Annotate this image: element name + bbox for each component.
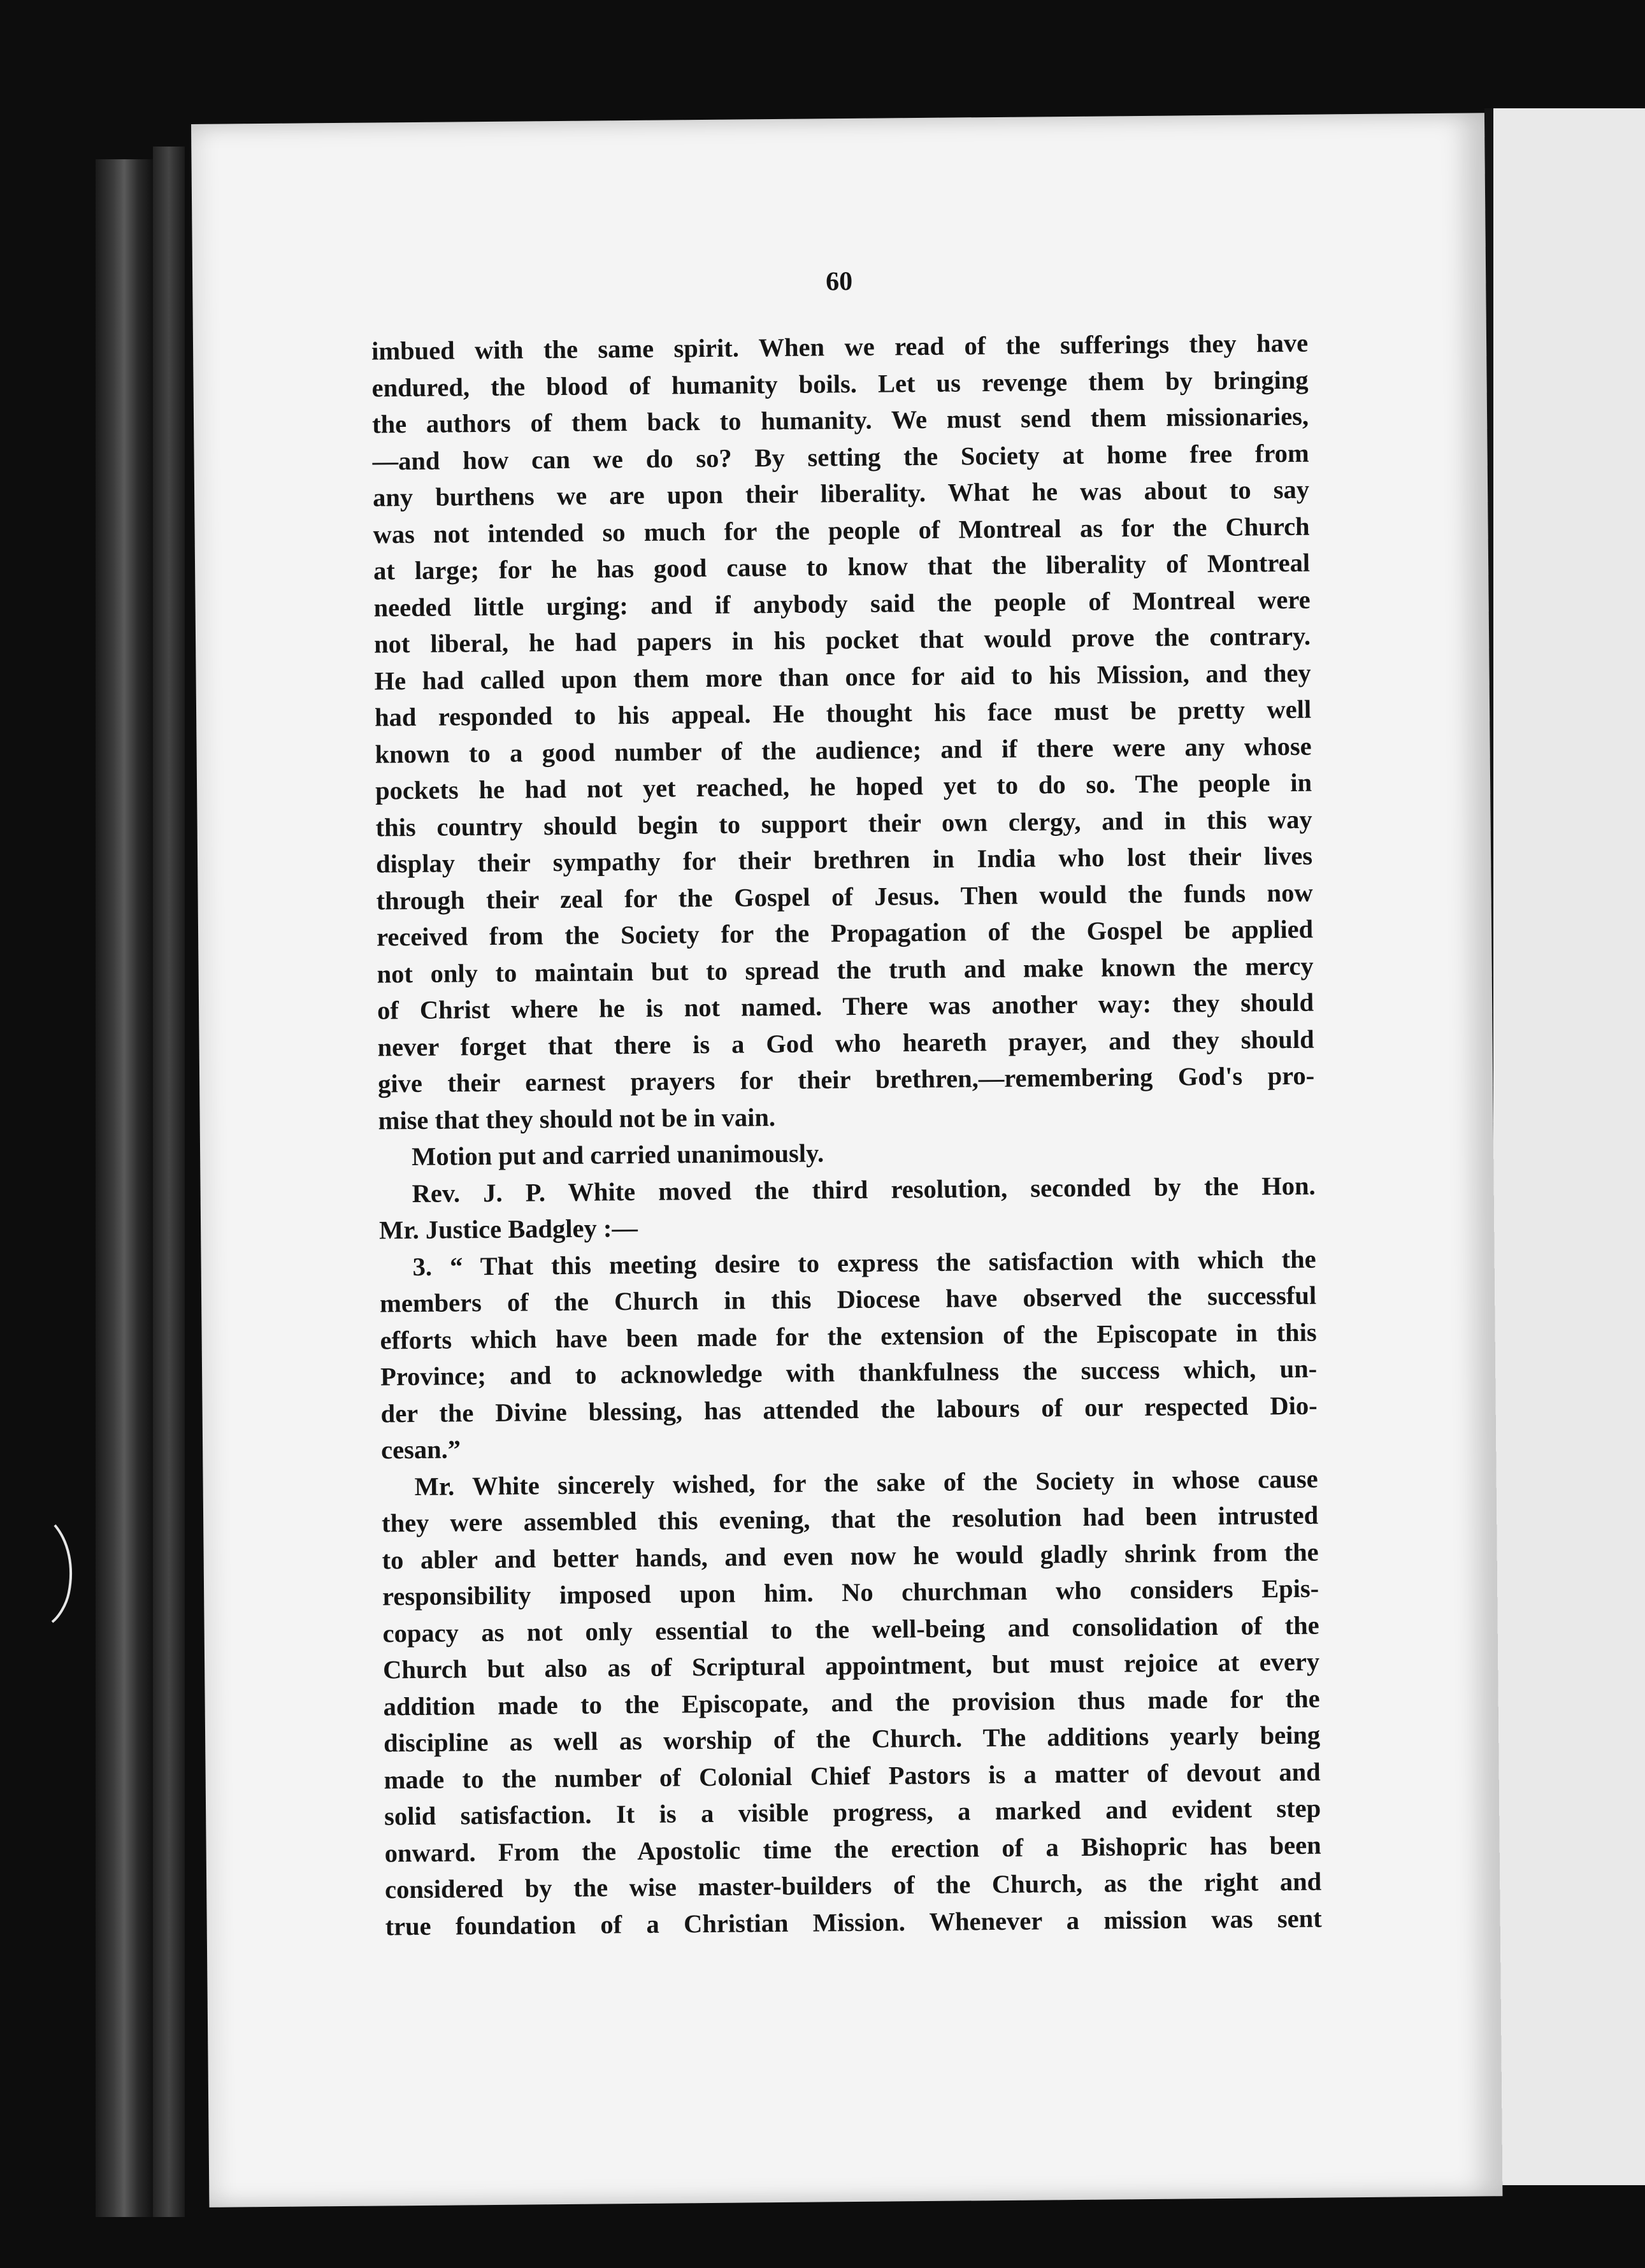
text-line: addition made to the Episcopate, and the provision thus made for the <box>383 1684 1320 1721</box>
book-page <box>191 113 1502 2207</box>
text-line: true foundation of a Christian Mission. Whenever a mission was sent <box>385 1904 1322 1941</box>
text-line: any burthens we are upon their liberality. What he was about to say <box>372 475 1310 512</box>
text-line: they were assembled this evening, that the resolution had been intrusted <box>381 1500 1319 1538</box>
page-body <box>371 325 1322 1945</box>
text-line: at large; for he has good cause to know that the liberality of Montreal <box>373 548 1311 585</box>
text-line: needed little urging: and if anybody said the people of Montreal were <box>373 585 1311 622</box>
page-number: 60 <box>825 266 853 297</box>
margin-bracket-mark <box>50 1523 75 1625</box>
book-spine-edge <box>96 159 153 2217</box>
text-line: made to the number of Colonial Chief Pastors is a matter of devout and <box>384 1757 1321 1794</box>
text-line: was not intended so much for the people of Montreal as for the Church <box>373 512 1310 549</box>
text-line: never forget that there is a God who heareth prayer, and they should <box>377 1024 1314 1062</box>
text-line: the authors of them back to humanity. We must send them missionaries, <box>371 401 1309 439</box>
text-line: give their earnest prayers for their brethren,—remembering God's pro- <box>377 1061 1315 1098</box>
text-line: responsibility imposed upon him. No churchman who considers Epis- <box>382 1574 1319 1611</box>
text-line: Church but also as of Scriptural appointment, but must rejoice at every <box>382 1647 1320 1684</box>
text-line: endured, the blood of humanity boils. Let us revenge them by bringing <box>371 365 1309 403</box>
text-line: mise that they should not be in vain. <box>378 1102 776 1135</box>
text-line: to abler and better hands, and even now he would gladly shrink from the <box>382 1537 1319 1574</box>
text-line: Mr. Justice Badgley :— <box>378 1213 638 1245</box>
text-line: known to a good number of the audience; and if there were any whose <box>375 731 1312 769</box>
text-line: not liberal, he had papers in his pocket that would prove the contrary. <box>373 621 1311 659</box>
text-line: onward. From the Apostolic time the erection of a Bishopric has been <box>384 1830 1321 1867</box>
text-line: efforts which have been made for the extension of the Episcopate in this <box>380 1317 1317 1354</box>
text-line: imbued with the same spirit. When we read of the sufferings they have <box>371 328 1309 366</box>
text-line: —and how can we do so? By setting the Society at home free from <box>372 438 1309 476</box>
text-line: cesan.” <box>380 1435 461 1465</box>
book-page-edges <box>153 147 185 2217</box>
text-line: Motion put and carried unanimously. <box>411 1138 824 1172</box>
text-line: Rev. J. P. White moved the third resolution, seconded by the Hon. <box>412 1171 1316 1208</box>
text-line: this country should begin to support their own clergy, and in this way <box>375 805 1312 842</box>
text-line: copacy as not only essential to the well-being and consolidation of the <box>382 1611 1319 1647</box>
text-line: had responded to his appeal. He thought his face must be pretty well <box>374 694 1312 732</box>
text-line: through their zeal for the Gospel of Jesus. Then would the funds now <box>376 878 1313 915</box>
text-line: solid satisfaction. It is a visible progress, a marked and evident step <box>384 1793 1321 1831</box>
text-line: He had called upon them more than once for aid to his Mission, and they <box>374 658 1311 696</box>
text-line: members of the Church in this Diocese have observed the successful <box>379 1281 1317 1318</box>
text-line: considered by the wise master-builders of the Church, as the right and <box>384 1867 1322 1904</box>
text-line: of Christ where he is not named. There was another way: they should <box>377 987 1314 1025</box>
text-line: received from the Society for the Propagation of the Gospel be applied <box>376 914 1314 952</box>
text-line: pockets he had not yet reached, he hoped yet to do so. The people in <box>375 768 1312 805</box>
text-line: Province; and to acknowledge with thankfulness the success which, un- <box>380 1354 1318 1391</box>
text-line: Mr. White sincerely wished, for the sake of the Society in whose cause <box>414 1464 1318 1501</box>
text-line: 3. “ That this meeting desire to express the satisfaction with which the <box>412 1244 1316 1281</box>
text-line: not only to maintain but to spread the truth and make known the mercy <box>377 951 1314 989</box>
adjacent-page <box>1484 108 1645 2185</box>
text-line: display their sympathy for their brethren in India who lost their lives <box>375 841 1313 879</box>
text-line: der the Divine blessing, has attended the labours of our respected Dio- <box>380 1391 1318 1428</box>
text-line: discipline as well as worship of the Church. The additions yearly being <box>383 1720 1321 1758</box>
